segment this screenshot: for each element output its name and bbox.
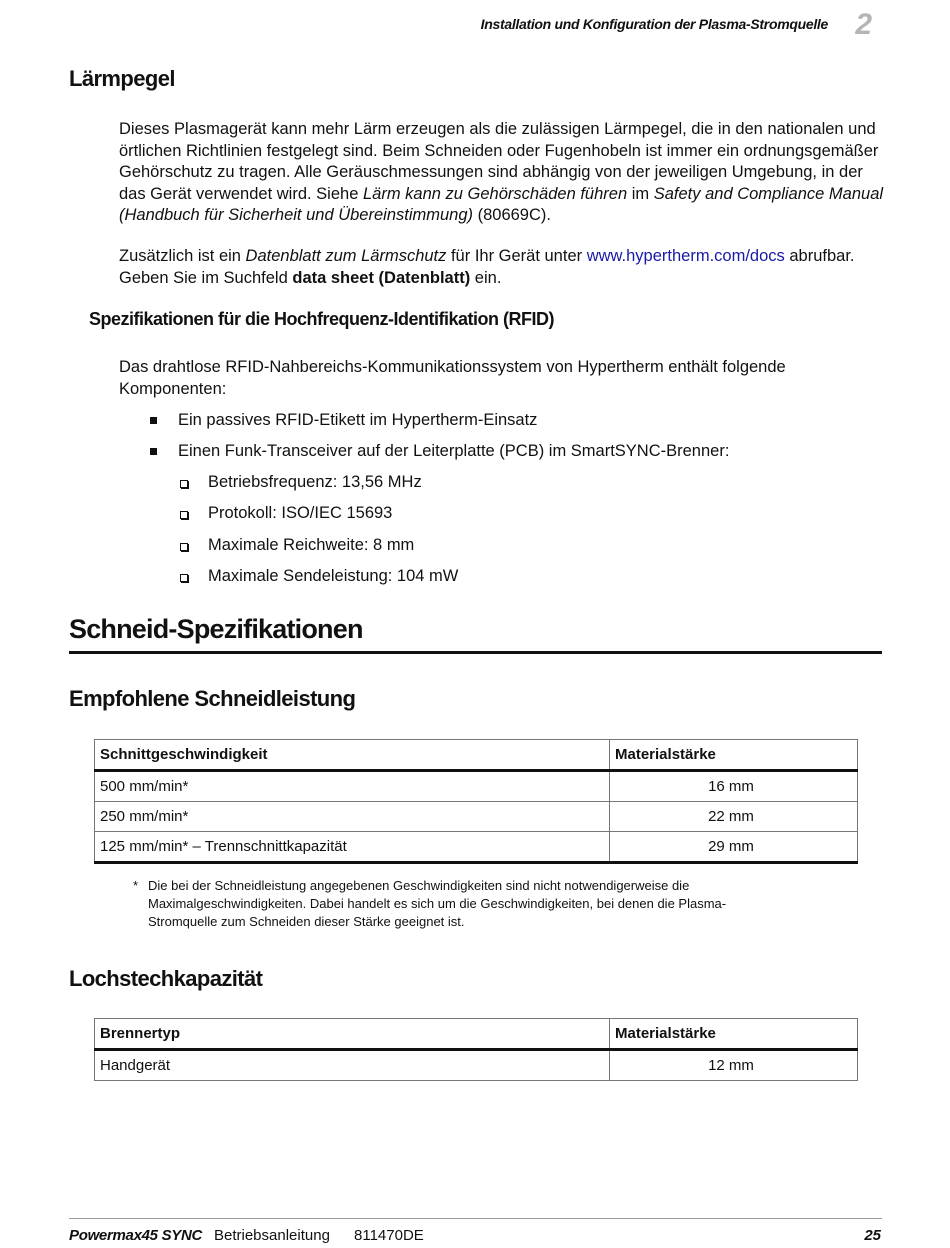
rfid-heading: Spezifikationen für die Hochfrequenz-Identifikation (RFID) bbox=[89, 309, 555, 329]
rfid-intro: Das drahtlose RFID-Nahbereichs-Kommunikationssystem von Hypertherm enthält folgende Komponenten: bbox=[119, 358, 786, 398]
cell-thickness: 29 mm bbox=[610, 832, 858, 863]
table-row bbox=[95, 1050, 858, 1081]
checkbox-bullet-icon bbox=[180, 511, 188, 519]
table-row bbox=[95, 832, 858, 863]
checkbox-bullet-icon bbox=[180, 480, 188, 488]
noise-heading: Lärmpegel bbox=[69, 66, 175, 91]
noise-datasheet-ref: Datenblatt zum Lärmschutz bbox=[245, 247, 447, 265]
noise-paragraph-2: Zusätzlich ist ein Datenblatt zum Lärmschutz für Ihr Gerät unter www.hypertherm.com/docs abrufbar. Geben Sie im Suchfeld data sheet (Datenblatt) ein. bbox=[119, 247, 855, 287]
table-header-thickness: Materialstärke bbox=[610, 1019, 858, 1050]
footer-doc-number: 811470DE bbox=[354, 1227, 424, 1244]
piercing-capacity-table bbox=[94, 1018, 858, 1081]
noise-reference-1: Lärm kann zu Gehörschäden führen bbox=[362, 184, 628, 203]
bullet-square-icon bbox=[150, 417, 157, 424]
footer-page-number: 25 bbox=[864, 1227, 881, 1244]
checkbox-bullet-icon bbox=[180, 574, 188, 582]
cell-thickness: 16 mm bbox=[610, 771, 858, 802]
cutting-specs-heading: Schneid-Spezifikationen bbox=[69, 614, 363, 644]
chapter-number: 2 bbox=[855, 8, 872, 41]
rfid-subitem: Maximale Sendeleistung: 104 mW bbox=[208, 567, 459, 585]
noise-reference-2: Safety and Compliance Manual (Handbuch für Sicherheit und Übereinstimmung) bbox=[119, 184, 884, 224]
cutting-capacity-table bbox=[94, 739, 858, 864]
cell-speed: 250 mm/min* bbox=[95, 802, 610, 832]
running-header-title: Installation und Konfiguration der Plasma-Stromquelle bbox=[480, 16, 828, 32]
rfid-subitem: Protokoll: ISO/IEC 15693 bbox=[208, 504, 393, 522]
cell-thickness: 12 mm bbox=[610, 1050, 858, 1081]
footnote-text: Die bei der Schneidleistung angegebenen Geschwindigkeiten sind nicht notwendigerweise die Maximalgeschwindigkeiten. Dabei handelt es sich um die Geschwindigkeiten, bei denen die Plasma-Stromquelle zum Schneiden dieser Stärke geeignet ist. bbox=[148, 878, 727, 929]
cell-thickness: 22 mm bbox=[610, 802, 858, 832]
cell-torch-type: Handgerät bbox=[95, 1050, 610, 1081]
checkbox-bullet-icon bbox=[180, 543, 188, 551]
table-header-thickness: Materialstärke bbox=[610, 740, 858, 771]
recommended-cutting-heading: Empfohlene Schneidleistung bbox=[69, 686, 356, 711]
table-row bbox=[95, 802, 858, 832]
cell-speed: 500 mm/min* bbox=[95, 771, 610, 802]
cell-speed: 125 mm/min* – Trennschnittkapazität bbox=[95, 832, 610, 863]
section-rule bbox=[69, 651, 882, 654]
table-row bbox=[95, 771, 858, 802]
search-term: data sheet (Datenblatt) bbox=[292, 268, 471, 287]
table-header-torch-type: Brennertyp bbox=[95, 1019, 610, 1050]
rfid-item: Einen Funk-Transceiver auf der Leiterplatte (PCB) im SmartSYNC-Brenner: bbox=[178, 442, 730, 460]
noise-paragraph-1: Dieses Plasmagerät kann mehr Lärm erzeugen als die zulässigen Lärmpegel, die in den nationalen und örtlichen Richtlinien festgelegt sind. Beim Schneiden oder Fugenhobeln ist immer ein ordnungsgemäßer Gehörschutz zu tragen. Alle Geräuschmessungen sind abhängig von der jeweiligen Umgebung, in der das Gerät verwendet wird. Siehe Lärm kann zu Gehörschäden führen im Safety and Compliance Manual (Handbuch für Sicherheit und Übereinstimmung) (80669C). bbox=[119, 120, 884, 224]
piercing-heading: Lochstechkapazität bbox=[69, 966, 263, 991]
rfid-subitem: Maximale Reichweite: 8 mm bbox=[208, 536, 415, 554]
footer-doc-type: Betriebsanleitung bbox=[214, 1227, 330, 1244]
table-header-speed: Schnittgeschwindigkeit bbox=[95, 740, 610, 771]
docs-link[interactable]: www.hypertherm.com/docs bbox=[586, 247, 785, 265]
footer-product: Powermax45 SYNC bbox=[69, 1227, 203, 1244]
rfid-item: Ein passives RFID-Etikett im Hypertherm-Einsatz bbox=[178, 411, 538, 429]
cutting-footnote bbox=[133, 877, 773, 931]
bullet-square-icon bbox=[150, 448, 157, 455]
footnote-mark: * bbox=[133, 878, 139, 893]
rfid-subitem: Betriebsfrequenz: 13,56 MHz bbox=[208, 473, 422, 491]
footer-rule bbox=[69, 1218, 882, 1219]
